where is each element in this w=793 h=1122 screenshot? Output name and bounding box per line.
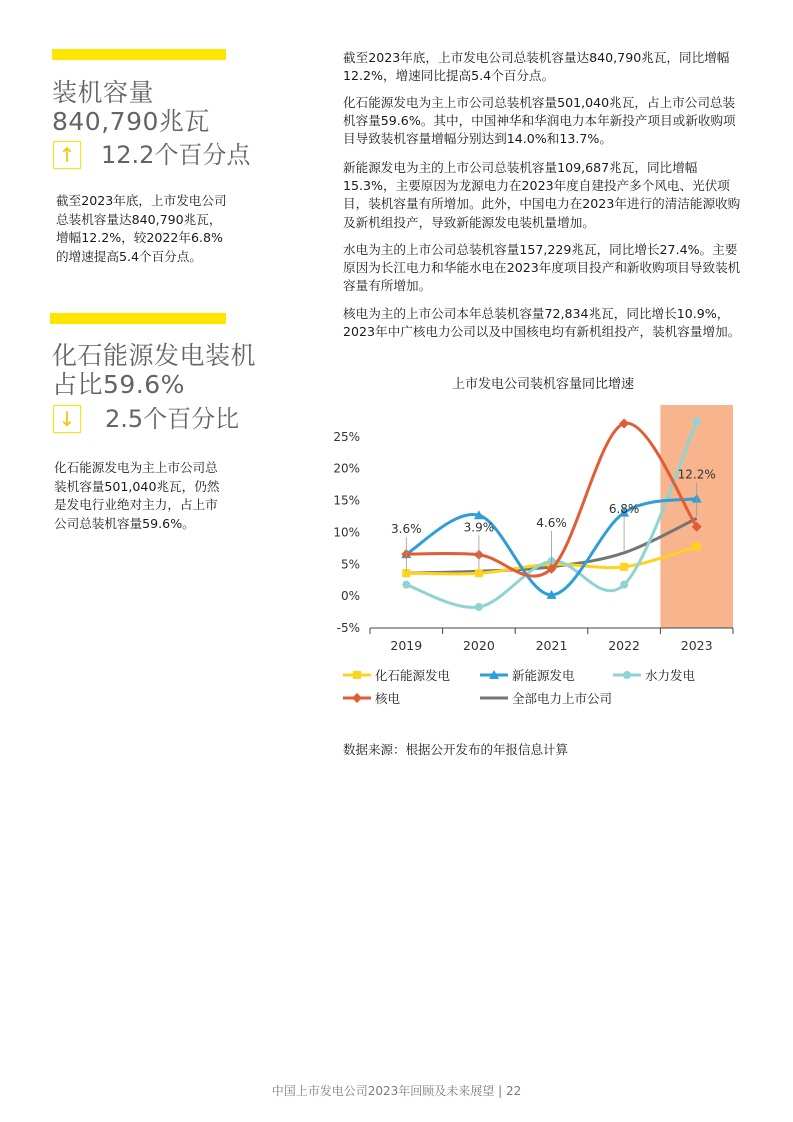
legend-fossil-label: 化石能源发电	[375, 668, 451, 683]
legend-total-label: 全部电力上市公司	[512, 691, 613, 706]
growth-line-chart	[330, 395, 750, 660]
series-line-2	[406, 422, 696, 608]
y-tick-label: 25%	[333, 429, 360, 444]
data-point-series-0	[693, 542, 701, 550]
down-arrow-icon: ↓	[53, 405, 81, 433]
legend-nuclear	[343, 689, 400, 707]
fossil-indicator	[53, 404, 239, 434]
data-point-series-2	[475, 603, 483, 611]
fossil-value: 占比59.6%	[52, 370, 185, 399]
accent-bar-middle	[50, 313, 226, 324]
data-label: 4.6%	[536, 515, 567, 530]
legend-fossil-marker-icon	[343, 669, 371, 681]
y-tick-label: -5%	[336, 621, 360, 635]
legend-hydro-label: 水力发电	[645, 668, 696, 683]
x-tick-label: 2022	[608, 638, 641, 653]
fossil-indicator-value: 2.5个百分比	[105, 405, 240, 433]
y-tick-label: 0%	[340, 589, 360, 604]
page-footer: 中国上市发电公司2023年回顾及未来展望 | 22	[271, 1084, 522, 1098]
data-source-note: 数据来源：根据公开发布的年报信息计算	[343, 742, 569, 757]
fossil-title: 化石能源发电装机	[52, 341, 257, 370]
legend-hydro-marker-icon	[613, 669, 641, 681]
accent-bar-top	[52, 49, 226, 60]
legend-hydro	[613, 666, 695, 684]
capacity-summary: 截至2023年底，上市发电公司总装机容量达840,790兆瓦，增幅12.2%，较2022年6.8%的增速提高5.4个百分点。	[56, 193, 227, 264]
x-tick-label: 2020	[462, 638, 495, 653]
legend-renewable-marker-icon	[480, 669, 508, 681]
paragraph-total: 截至2023年底，上市发电公司总装机容量达840,790兆瓦，同比增幅12.2%，增速同比提高5.4个百分点。	[343, 50, 730, 84]
data-point-series-2	[402, 581, 410, 589]
data-label: 12.2%	[677, 467, 716, 482]
highlight-band-2023	[660, 405, 733, 628]
y-tick-label: 5%	[340, 557, 360, 572]
y-tick-label: 15%	[333, 493, 360, 508]
legend-total	[480, 689, 612, 707]
legend-renewable-label: 新能源发电	[512, 668, 575, 683]
up-arrow-icon: ↑	[53, 141, 81, 169]
fossil-summary: 化石能源发电为主上市公司总装机容量501,040兆瓦，仍然是发电行业绝对主力，占上市公司总装机容量59.6%。	[54, 460, 220, 531]
data-point-series-2	[620, 581, 628, 589]
paragraph-nuclear: 核电为主的上市公司本年总装机容量72,834兆瓦，同比增长10.9%，2023年中广核电力公司以及中国核电均有新机组投产，装机容量增加。	[343, 306, 741, 340]
data-label: 3.9%	[463, 520, 495, 535]
x-tick-label: 2023	[680, 638, 713, 653]
paragraph-renewable: 新能源发电为主的上市公司总装机容量109,687兆瓦，同比增幅15.3%，主要原因为龙源电力在2023年度自建投产多个风电、光伏项目，装机容量有所增加。此外，中国电力在2023年进行的清洁能源收购及新机组投产，导致新能源发电装机量增加。	[343, 160, 741, 230]
legend-nuclear-label: 核电	[375, 691, 401, 706]
y-tick-label: 20%	[333, 461, 360, 476]
paragraph-fossil: 化石能源发电为主上市公司总装机容量501,040兆瓦，占上市公司总装机容量59.6%。其中，中国神华和华润电力本年新投产项目或新收购项目导致装机容量增幅分别达到14.0%和13.7%。	[343, 95, 736, 147]
data-point-series-0	[620, 563, 628, 571]
data-label: 6.8%	[608, 501, 640, 516]
capacity-indicator	[53, 140, 250, 170]
data-point-series-2	[693, 418, 701, 426]
x-tick-label: 2019	[390, 638, 423, 653]
data-point-series-0	[475, 569, 483, 577]
capacity-title: 装机容量	[52, 78, 155, 107]
legend-nuclear-marker-icon	[343, 692, 371, 704]
paragraph-hydro: 水电为主的上市公司总装机容量157,229兆瓦，同比增长27.4%。主要原因为长江电力和华能水电在2023年度项目投产和新收购项目导致装机容量有所增加。	[343, 242, 741, 294]
legend-total-marker-icon	[480, 692, 508, 704]
chart-title: 上市发电公司装机容量同比增速	[451, 377, 634, 392]
capacity-indicator-value: 12.2个百分点	[101, 141, 251, 169]
legend-fossil	[343, 666, 450, 684]
x-tick-label: 2021	[535, 638, 568, 653]
data-label: 3.6%	[391, 522, 422, 537]
capacity-value: 840,790兆瓦	[52, 107, 210, 136]
y-tick-label: 10%	[333, 525, 360, 540]
legend-renewable	[480, 666, 575, 684]
